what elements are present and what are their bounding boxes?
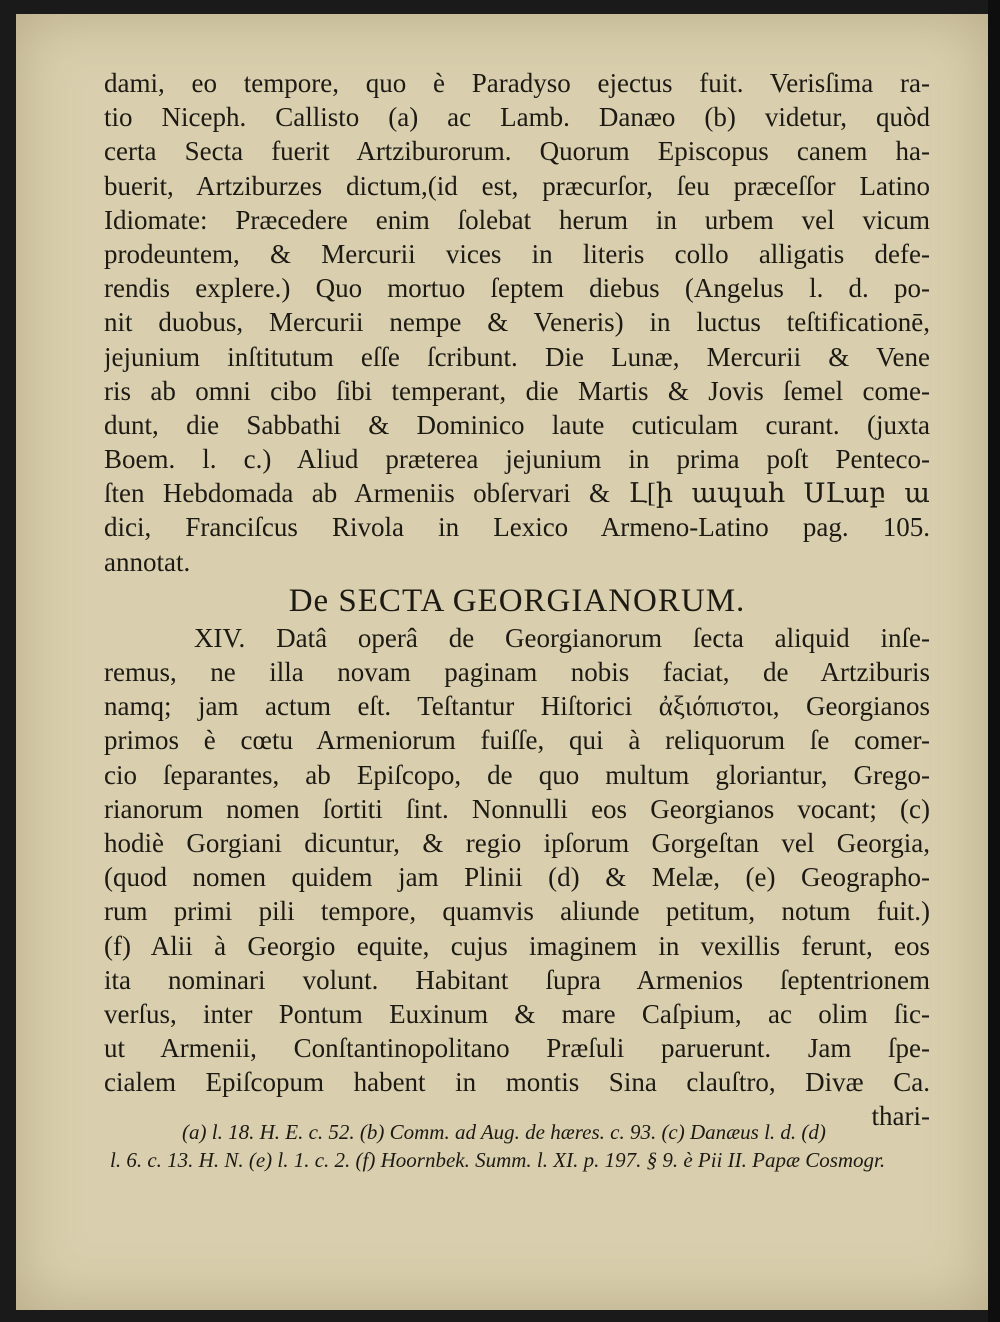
text-line: rianorum nomen ſortiti ſint. Nonnulli eos Georgianos vocant; (c) [104,793,930,824]
text-line: (f) Alii à Georgio equite, cujus imaginem in vexillis ferunt, eos [104,930,930,961]
section-heading: De SECTA GEORGIANORUM. [288,582,746,619]
text-line: dunt, die Sabbathi & Dominico laute cuticulam curant. (juxta [104,409,930,440]
text-line: tio Niceph. Callisto (a) ac Lamb. Danæo (b) videtur, quòd [104,102,930,133]
text-line: dici, Franciſcus Rivola in Lexico Armeno-Latino pag. 105. [104,512,930,543]
text-line: Idiomate: Præcedere enim ſolebat herum in urbem vel vicum [104,204,930,235]
catchword: thari- [871,1101,930,1132]
text-line: (quod nomen quidem jam Plinii (d) & Melæ, (e) Geographo- [104,862,930,893]
text-line: ut Armenii, Conſtantinopolitano Præſuli paruerunt. Jam ſpe- [104,1033,930,1064]
text-line: namq; jam actum eſt. Teſtantur Hiſtorici ἀξιόπιστοι, Georgianos [104,691,930,722]
text-line: rum primi pili tempore, quamvis aliunde petitum, notum fuit.) [104,896,930,927]
text-line: certa Secta fuerit Artziburorum. Quorum Episcopus canem ha- [104,136,930,167]
text-line: ris ab omni cibo ſibi temperant, die Martis & Jovis ſemel come- [104,375,930,406]
text-line: primos è cœtu Armeniorum fuiſſe, qui à reliquorum ſe comer- [104,725,930,756]
text-line: jejunium inſtitutum eſſe ſcribunt. Die Lunæ, Mercurii & Vene [104,341,930,372]
text-line: verſus, inter Pontum Euxinum & mare Caſpium, ac olim ſic- [104,998,930,1029]
text-line: hodiè Gorgiani dicuntur, & regio ipſorum Gorgeſtan vel Georgia, [104,827,930,858]
text-line: nit duobus, Mercurii nempe & Veneris) in luctus teſtificationē, [104,307,930,338]
text-line: rendis explere.) Quo mortuo ſeptem diebus (Angelus l. d. po- [104,273,930,304]
text-line: prodeuntem, & Mercurii vices in literis collo alligatis defe- [104,238,930,269]
text-line: cio ſeparantes, ab Epiſcopo, de quo multum gloriantur, Grego- [104,759,930,790]
text-line: ſten Hebdomada ab Armeniis obſervari & Լ[ի ապահ ՍԼաբ ա [104,478,930,509]
body-text [104,66,930,1134]
text-line: ita nominari volunt. Habitant ſupra Armenios ſeptentrionem [104,964,930,995]
footnotes [110,1118,932,1174]
page-edge [988,0,1000,1322]
text-line: XIV. Datâ operâ de Georgianorum ſecta aliquid inſe- [194,622,930,653]
footnote-line: (a) l. 18. H. E. c. 52. (b) Comm. ad Aug. de hæres. c. 93. (c) Danæus l. d. (d) [182,1120,826,1144]
text-line: buerit, Artziburzes dictum,(id est, præcurſor, ſeu præceſſor Latino [104,170,930,201]
text-line: remus, ne illa novam paginam nobis faciat, de Artziburis [104,657,930,687]
text-line: Boem. l. c.) Aliud præterea jejunium in prima poſt Penteco- [104,444,930,475]
text-line: cialem Epiſcopum habent in montis Sina clauſtro, Divæ Ca. [104,1067,930,1098]
footnote-line: l. 6. c. 13. H. N. (e) l. 1. c. 2. (f) Hoornbek. Summ. l. XI. p. 197. § 9. è Pii II. Papæ Cosmogr. [110,1148,886,1172]
text-line: dami, eo tempore, quo è Paradyso ejectus fuit. Verisſima ra- [104,68,930,98]
text-line: annotat. [104,546,191,577]
